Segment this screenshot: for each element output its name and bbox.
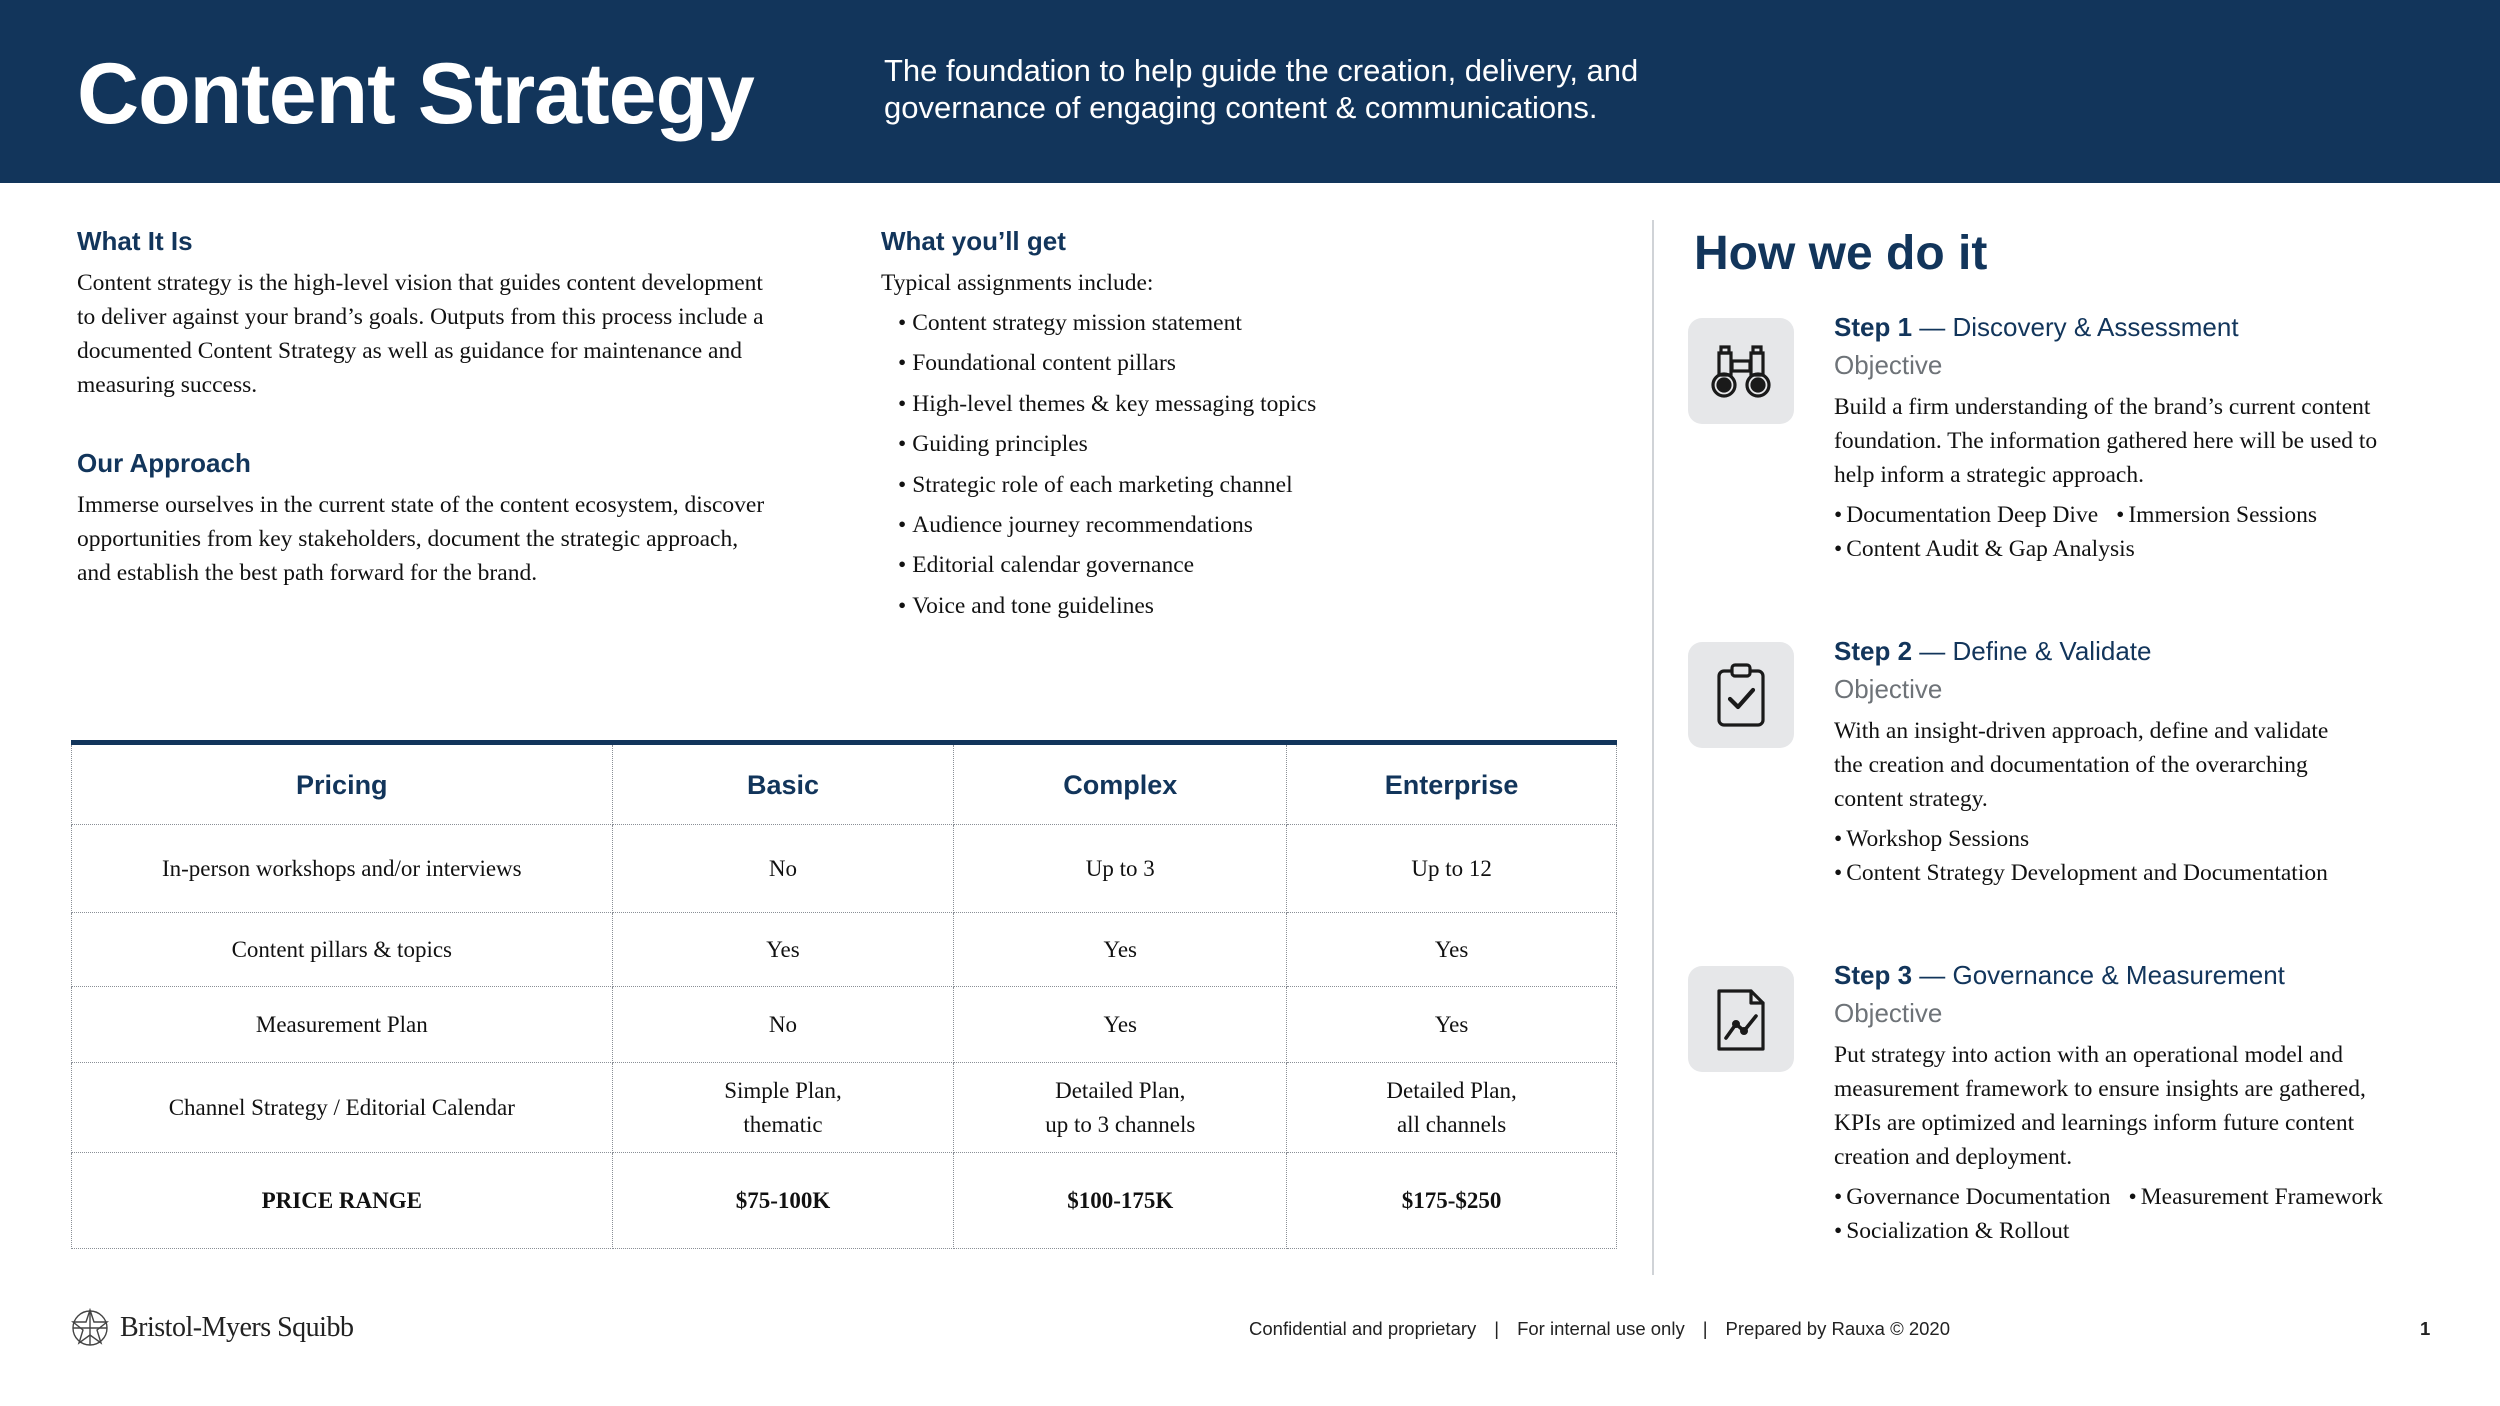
our-approach-text [77, 488, 837, 590]
cell-complex [954, 1063, 1287, 1153]
page-number: 1 [2420, 1318, 2431, 1339]
clipboard-check-icon [1688, 642, 1794, 748]
text-line: KPIs are optimized and learnings inform future content [1834, 1110, 2355, 1136]
text-line: measuring success. [77, 372, 258, 398]
cell-enterprise: Yes [1287, 987, 1617, 1063]
tagline-line: The foundation to help guide the creation, delivery, and [884, 53, 1639, 88]
footer-separator: | [1494, 1318, 1500, 1339]
row-label: PRICE RANGE [72, 1153, 613, 1249]
cell-line: Detailed Plan, [1055, 1077, 1186, 1103]
bullet-item: • Content Audit & Gap Analysis [1834, 536, 2135, 562]
how-we-do-it-heading: How we do it [1694, 227, 1988, 280]
list-item: • Foundational content pillars [898, 343, 1316, 383]
text-line: opportunities from key stakeholders, document the strategic approach, [77, 526, 739, 552]
bms-star-icon [70, 1308, 110, 1348]
row-label: Content pillars & topics [72, 913, 613, 987]
cell-basic [612, 1063, 954, 1153]
list-item: • High-level themes & key messaging topics [898, 384, 1316, 424]
step-label: Step 2 [1834, 636, 1913, 666]
text-line: the creation and documentation of the overarching [1834, 752, 2308, 778]
cell-basic: No [612, 825, 954, 913]
cell-complex: Yes [954, 987, 1287, 1063]
footer-legal [1249, 1318, 1950, 1340]
bullet-item: • Immersion Sessions [2116, 502, 2317, 528]
table-header-row [72, 743, 1617, 825]
step-name: — Discovery & Assessment [1919, 312, 2239, 342]
what-it-is-heading: What It Is [77, 226, 193, 256]
list-item: • Editorial calendar governance [898, 545, 1316, 585]
text-line: With an insight-driven approach, define and validate [1834, 718, 2329, 744]
brand-name: Bristol-Myers Squibb [120, 1312, 354, 1343]
text-line: documented Content Strategy as well as guidance for maintenance and [77, 338, 742, 364]
text-line: creation and deployment. [1834, 1144, 2073, 1170]
table-row [72, 913, 1617, 987]
text-line: measurement framework to ensure insights are gathered, [1834, 1076, 2366, 1102]
step-1-description [1834, 390, 2414, 492]
bullet-item: • Governance Documentation [1834, 1184, 2111, 1210]
step-3-objective-label: Objective [1834, 998, 1943, 1028]
step-3-title [1834, 960, 2285, 991]
cell-enterprise: $175-$250 [1287, 1153, 1617, 1249]
step-1-title [1834, 312, 2239, 343]
row-label: Measurement Plan [72, 987, 613, 1063]
header-pricing: Pricing [72, 743, 613, 825]
cell-enterprise: Yes [1287, 913, 1617, 987]
document-chart-icon [1688, 966, 1794, 1072]
bullet-item: • Measurement Framework [2129, 1184, 2383, 1210]
what-youll-get-intro: Typical assignments include: [881, 270, 1154, 296]
text-line: Content strategy is the high-level vision that guides content development [77, 270, 763, 296]
list-item: • Strategic role of each marketing channel [898, 465, 1316, 505]
our-approach-heading: Our Approach [77, 448, 251, 478]
binoculars-icon [1688, 318, 1794, 424]
step-1-bullets [1834, 498, 2317, 566]
table-row [72, 987, 1617, 1063]
brand-logo [70, 1308, 353, 1348]
tagline-line: governance of engaging content & communications. [884, 90, 1598, 125]
step-2-objective-label: Objective [1834, 674, 1943, 704]
cell-line: Simple Plan, [724, 1077, 842, 1103]
text-line: to deliver against your brand’s goals. Outputs from this process include a [77, 304, 764, 330]
cell-line: all channels [1396, 1111, 1507, 1137]
header-basic: Basic [612, 743, 954, 825]
cell-line: thematic [743, 1111, 823, 1137]
text-line: Build a firm understanding of the brand’s current content [1834, 394, 2371, 420]
step-1-objective-label: Objective [1834, 350, 1943, 380]
step-2-description [1834, 714, 2414, 816]
step-label: Step 3 [1834, 960, 1913, 990]
step-2-title [1834, 636, 2151, 667]
pricing-table [71, 740, 1617, 1249]
page-tagline [884, 52, 1744, 126]
list-item: • Content strategy mission statement [898, 303, 1316, 343]
cell-line: up to 3 channels [1045, 1111, 1196, 1137]
cell-complex: Yes [954, 913, 1287, 987]
cell-line: Detailed Plan, [1386, 1077, 1517, 1103]
row-label: In-person workshops and/or interviews [72, 825, 613, 913]
header-complex: Complex [954, 743, 1287, 825]
bullet-item: • Socialization & Rollout [1834, 1218, 2069, 1244]
what-youll-get-heading: What you’ll get [881, 226, 1066, 256]
bullet-item: • Workshop Sessions [1834, 826, 2029, 852]
text-line: and establish the best path forward for the brand. [77, 560, 538, 586]
header-enterprise: Enterprise [1287, 743, 1617, 825]
cell-complex: $100-175K [954, 1153, 1287, 1249]
list-item: • Audience journey recommendations [898, 505, 1316, 545]
row-label: Channel Strategy / Editorial Calendar [72, 1063, 613, 1153]
page-header [0, 0, 2500, 183]
text-line: foundation. The information gathered here will be used to [1834, 428, 2378, 454]
step-3-description [1834, 1038, 2454, 1174]
step-label: Step 1 [1834, 312, 1913, 342]
footer-confidential: Confidential and proprietary [1249, 1318, 1477, 1339]
column-divider [1652, 220, 1654, 1275]
cell-basic: No [612, 987, 954, 1063]
cell-complex: Up to 3 [954, 825, 1287, 913]
text-line: content strategy. [1834, 786, 1988, 812]
footer-separator: | [1702, 1318, 1708, 1339]
deliverables-list [898, 303, 1316, 626]
what-it-is-text [77, 266, 837, 402]
list-item: • Voice and tone guidelines [898, 586, 1316, 626]
footer-internal: For internal use only [1517, 1318, 1685, 1339]
table-row [72, 1063, 1617, 1153]
footer-prepared: Prepared by Rauxa © 2020 [1725, 1318, 1950, 1339]
text-line: Immerse ourselves in the current state of the content ecosystem, discover [77, 492, 765, 518]
step-2-bullets [1834, 822, 2328, 890]
text-line: help inform a strategic approach. [1834, 462, 2144, 488]
step-3-bullets [1834, 1180, 2383, 1248]
step-name: — Define & Validate [1919, 636, 2152, 666]
step-name: — Governance & Measurement [1919, 960, 2285, 990]
list-item: • Guiding principles [898, 424, 1316, 464]
cell-basic: $75-100K [612, 1153, 954, 1249]
bullet-item: • Content Strategy Development and Documentation [1834, 860, 2328, 886]
price-range-row [72, 1153, 1617, 1249]
cell-enterprise: Up to 12 [1287, 825, 1617, 913]
cell-basic: Yes [612, 913, 954, 987]
table-row [72, 825, 1617, 913]
text-line: Put strategy into action with an operational model and [1834, 1042, 2344, 1068]
cell-enterprise [1287, 1063, 1617, 1153]
bullet-item: • Documentation Deep Dive [1834, 502, 2098, 528]
page-title: Content Strategy [77, 46, 754, 142]
